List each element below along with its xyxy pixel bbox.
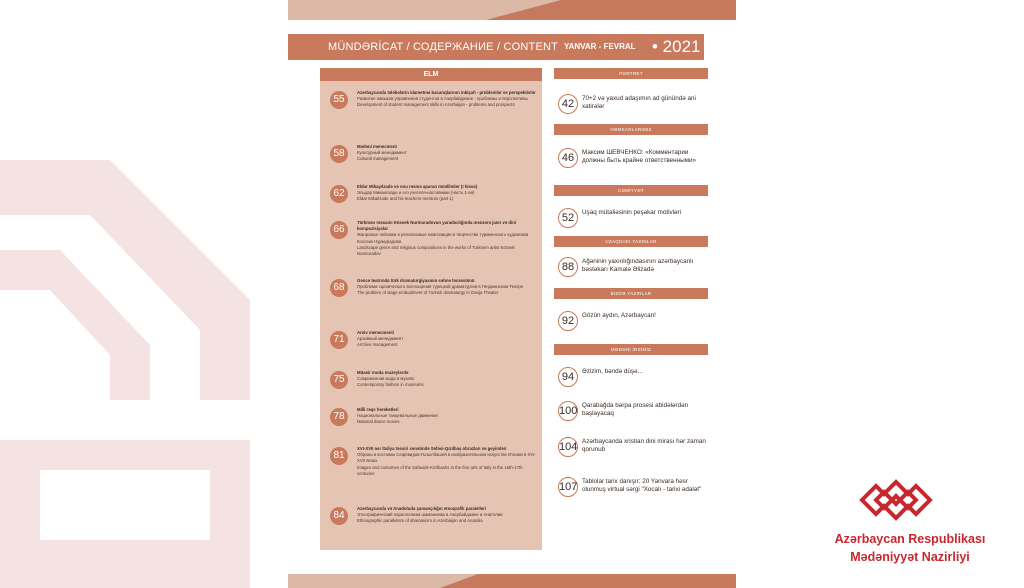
entry-title-az: Arxiv menecmenti bbox=[357, 330, 395, 335]
page-number: 58 bbox=[330, 145, 348, 163]
entry-title-az: Gəncə teatrında türk dramaturgiyasının səhnə təcəssümü bbox=[357, 278, 475, 283]
entry-title-ru: Культурный менеджмент bbox=[357, 150, 407, 156]
section-heading: MƏDƏNİ İRSİMİZ bbox=[554, 344, 708, 355]
page-number: 75 bbox=[330, 371, 348, 389]
entry-title-ru: Жанровые пейзажи и религиозные композиции в творчестве туркменского художника Коссека Нурмурадова bbox=[357, 232, 529, 244]
ministry-caption bbox=[810, 470, 1010, 566]
entry-title-ru: Проблема сценического воплощения турецкой драматургии в Гянджинском Театре bbox=[357, 284, 524, 290]
entry-title-az: Mədəni menecment bbox=[357, 144, 397, 149]
entry-title-en: National dance moves bbox=[357, 419, 400, 425]
entry-title-ru: Образы и костюмы Сефевидов-Гызылбашей в изобразительном искусстве Италии в XVI-XVII веках bbox=[357, 452, 536, 464]
section-heading: HƏMKARLARIMIZ bbox=[554, 124, 708, 135]
page-number: 107 bbox=[558, 477, 578, 497]
page-number: 66 bbox=[330, 221, 348, 239]
elm-heading: ELM bbox=[320, 68, 542, 81]
entry-title-az: Azərbaycanda tələbələrin idarəetmə bacarıqlarının inkişafı - problemlər və perspektivlər bbox=[357, 90, 536, 95]
page-number: 68 bbox=[330, 279, 348, 297]
elm-section bbox=[320, 68, 542, 550]
entry-title-ru: Этнографический параллелизм шаманизма в Азербайджане и Анатолии bbox=[357, 512, 503, 518]
entry-title-ru: Современная мода в музеях bbox=[357, 376, 415, 382]
entry-title-az: Eldar Mikayılzadə və onu rəsmə aparan müəllimlər (I hissə) bbox=[357, 184, 478, 189]
page-number: 42 bbox=[558, 94, 578, 114]
entry-title-en: Eldar Mikailzade and his teachers-mentors (part 1) bbox=[357, 196, 454, 202]
page-number: 92 bbox=[558, 311, 578, 331]
page-number: 81 bbox=[330, 447, 348, 465]
entry-title: Tablolar tarix danışır: 20 Yanvara həsr olunmuş virtual sərgi "Xocalı - tarixi ədalət" bbox=[582, 478, 702, 494]
section-heading: UZAQDAKI YAXINLAR bbox=[554, 236, 708, 247]
issue-month: YANVAR - FEVRAL bbox=[564, 42, 636, 51]
entry-title-ru: Национальные танцевальные движения bbox=[357, 413, 438, 419]
magazine-page bbox=[288, 0, 736, 588]
entry-title: Əzizim, bəndə düşə... bbox=[582, 368, 643, 375]
contents-header bbox=[288, 34, 704, 60]
entry-title-en: Development of student management skills in Azerbaijan - problems and prospects bbox=[357, 102, 515, 108]
contents-title: MÜNDƏRİCAT / СОДЕРЖАНИЕ / CONTENT bbox=[328, 41, 559, 53]
entry-title-ru: Архивный менеджмент bbox=[357, 336, 404, 342]
page-number: 94 bbox=[558, 367, 578, 387]
ministry-line-1: Azərbaycan Respublikası bbox=[834, 532, 986, 546]
entry-title: Максим ШЕВЧЕНКО: «Комментарии должны быть крайне ответственными» bbox=[582, 149, 696, 165]
entry-title: 70+2 və yaxud adaşımın ad günündə ani xatirələr bbox=[582, 95, 696, 111]
entry-title: Gözün aydın, Azərbaycan! bbox=[582, 312, 656, 319]
page-number: 88 bbox=[558, 257, 578, 277]
entry-title-az: Milli rəqs hərəkətləri bbox=[357, 407, 399, 412]
ministry-line-2: Mədəniyyət Nazirliyi bbox=[850, 550, 970, 564]
section-heading: BİZDƏ YAZIRLAR bbox=[554, 288, 708, 299]
bottom-decor-band bbox=[288, 574, 736, 588]
entry-title: Azərbaycanda xristian dini mirası hər zaman qorunub bbox=[582, 438, 706, 454]
page-number: 78 bbox=[330, 408, 348, 426]
page-number: 55 bbox=[330, 91, 348, 109]
entry-title-az: Müasir moda muzeylərdə bbox=[357, 370, 409, 375]
page-number: 46 bbox=[558, 148, 578, 168]
entry-title-en: Archive management bbox=[357, 342, 398, 348]
entry-title: Uşaq mütaliəsinin peşəkar motivləri bbox=[582, 209, 682, 216]
section-heading: PORTRET bbox=[554, 68, 708, 79]
page-number: 62 bbox=[330, 185, 348, 203]
entry-title-az: Azərbaycanda və Anadoluda şamançılığın etnoqrafik paralelləri bbox=[357, 506, 487, 511]
entry-title-en: Images and costumes of the Safavids-Kizilbashs in the fine arts of Italy in the 16th-17th centuries bbox=[357, 464, 523, 476]
entry-title-en: Cultural management bbox=[357, 156, 399, 162]
page-number: 52 bbox=[558, 208, 578, 228]
entry-title-en: Ethnographic parallelism of shamanism in Azerbaijan and Anatolia bbox=[357, 518, 483, 524]
top-decor-band bbox=[288, 0, 736, 20]
page-number: 71 bbox=[330, 331, 348, 349]
entry-title-en: The problem of stage embodiment of Turkish dramaturgy in Ganja Theater bbox=[357, 290, 499, 296]
entry-title-az: Türkmən rəssamı Kössek Nurmuradovun yaradıcılığında mənzərə janrı və dini kompozisiyalar bbox=[357, 220, 517, 232]
section-heading: CƏMİYYƏT bbox=[554, 185, 708, 196]
page-number: 84 bbox=[330, 507, 348, 525]
entry-title: Qarabağda bərpa prosesi abidələrdən başlayacaq bbox=[582, 402, 689, 418]
entry-title: Ağəninin yaxınlığındasının azərbaycanlı bəstəkarı Kamalə Əlizadə bbox=[582, 258, 694, 274]
entry-title-en: Landscape genre and religious compositions in the works of Turkmen artist Kössek Nurmuradov bbox=[357, 244, 515, 257]
page-number: 104 bbox=[558, 437, 578, 457]
issue-year: • 2021 bbox=[652, 37, 701, 56]
entry-title-az: XVI-XVII əsr İtaliya təsviri sənətində Səfəvi-Qızılbaş obrazları və geyimləri bbox=[357, 446, 507, 451]
entry-title-ru: Развитие навыков управления студентов в Азербайджане - проблемы и перспективы bbox=[357, 96, 528, 102]
page-number: 100 bbox=[558, 401, 578, 421]
entry-title-ru: Эльдар Микаилзаде и его учителя-наставники (часть 1-ая) bbox=[357, 190, 475, 196]
entry-title-en: Contemporary fashion in museums bbox=[357, 382, 424, 388]
